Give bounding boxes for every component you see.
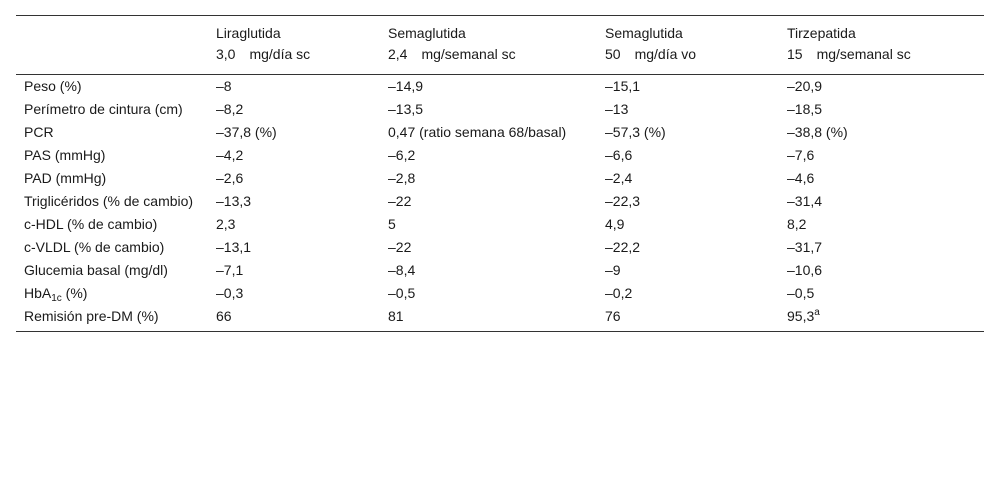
cell-value: –2,6	[216, 170, 244, 186]
row-label: Remisión pre-DM (%)	[16, 305, 216, 332]
table-row	[16, 167, 984, 190]
cell-value: –4,6	[787, 170, 815, 186]
cell-value: –0,2	[605, 285, 633, 301]
cell-value: 0,47 (ratio semana 68/basal)	[388, 124, 567, 140]
cell-value: 2,3	[216, 216, 236, 232]
cell-value: –20,9	[787, 78, 823, 94]
table-row	[16, 282, 984, 305]
cell-value: –18,5	[787, 101, 823, 117]
cell-value-main: 95,3	[787, 308, 815, 324]
row-label: PAD (mmHg)	[24, 170, 107, 186]
cell-value: 81	[388, 305, 605, 332]
row-label: Peso (%)	[24, 78, 82, 94]
row-label: PAS (mmHg)	[24, 147, 106, 163]
cell-value: –0,3	[216, 285, 244, 301]
header-tirzepatida	[787, 16, 984, 75]
results-table	[16, 15, 984, 332]
footnote-marker: a	[814, 307, 820, 318]
cell-value: –22,2	[605, 239, 641, 255]
cell-value: –22,3	[605, 193, 641, 209]
cell-value: –0,5	[388, 285, 416, 301]
header-liraglutida	[216, 16, 388, 75]
row-label-tail: (%)	[61, 285, 88, 301]
cell-value: 8,2	[787, 216, 807, 232]
cell-value: –8	[216, 78, 232, 94]
cell-value: –7,1	[216, 262, 244, 278]
table-row	[16, 98, 984, 121]
dose-value: 50	[605, 46, 621, 62]
cell-value: –22	[388, 193, 412, 209]
table-row	[16, 236, 984, 259]
row-label: Glucemia basal (mg/dl)	[24, 262, 168, 278]
cell-value: 4,9	[605, 216, 625, 232]
cell-value: –9	[605, 262, 621, 278]
table-row	[16, 121, 984, 144]
header-drug-name: Tirzepatida	[787, 25, 856, 41]
cell-value	[787, 305, 984, 332]
header-dose	[216, 44, 388, 65]
table-row	[16, 213, 984, 236]
cell-value: 76	[605, 305, 787, 332]
dose-value: 15	[787, 46, 803, 62]
cell-value: –22	[388, 239, 412, 255]
row-label: c-HDL (% de cambio)	[24, 216, 158, 232]
dose-value: 2,4	[388, 46, 408, 62]
results-table-container	[16, 15, 984, 332]
cell-value: –31,4	[787, 193, 823, 209]
cell-value: –0,5	[787, 285, 815, 301]
header-drug-name: Semaglutida	[605, 25, 683, 41]
dose-unit: mg/día sc	[249, 46, 311, 62]
cell-value: –7,6	[787, 147, 815, 163]
table-header	[16, 16, 984, 75]
header-semaglutida-vo	[605, 16, 787, 75]
header-dose	[605, 44, 787, 65]
header-dose	[388, 44, 605, 65]
header-row	[16, 16, 984, 75]
dose-unit: mg/día vo	[634, 46, 697, 62]
header-dose	[787, 44, 984, 65]
header-empty-cell	[16, 16, 216, 75]
table-row	[16, 75, 984, 99]
header-drug-name: Semaglutida	[388, 25, 466, 41]
dose-value: 3,0	[216, 46, 236, 62]
cell-value: –4,2	[216, 147, 244, 163]
cell-value: –10,6	[787, 262, 823, 278]
cell-value: 66	[216, 305, 388, 332]
table-row	[16, 144, 984, 167]
row-label-main: HbA	[24, 285, 52, 301]
cell-value: –13,5	[388, 101, 424, 117]
cell-value: –13,3	[216, 193, 252, 209]
table-row	[16, 190, 984, 213]
dose-unit: mg/semanal sc	[816, 46, 911, 62]
cell-value: 5	[388, 216, 396, 232]
cell-value: –6,6	[605, 147, 633, 163]
table-row	[16, 305, 984, 332]
cell-value: –2,4	[605, 170, 633, 186]
cell-value: –8,4	[388, 262, 416, 278]
table-row	[16, 259, 984, 282]
header-drug-name: Liraglutida	[216, 25, 281, 41]
table-body	[16, 75, 984, 332]
dose-unit: mg/semanal sc	[421, 46, 516, 62]
cell-value: –31,7	[787, 239, 823, 255]
cell-value: –14,9	[388, 78, 424, 94]
cell-value: –13	[605, 101, 629, 117]
row-label: PCR	[24, 124, 54, 140]
cell-value: –13,1	[216, 239, 252, 255]
cell-value: –15,1	[605, 78, 641, 94]
cell-value: –37,8 (%)	[216, 124, 277, 140]
cell-value: –6,2	[388, 147, 416, 163]
cell-value: –38,8 (%)	[787, 124, 848, 140]
row-label	[16, 282, 216, 305]
row-label-subscript: 1c	[51, 293, 62, 304]
cell-value: –8,2	[216, 101, 244, 117]
header-semaglutida-sc	[388, 16, 605, 75]
cell-value: –57,3 (%)	[605, 124, 666, 140]
row-label: c-VLDL (% de cambio)	[24, 239, 165, 255]
cell-value: –2,8	[388, 170, 416, 186]
row-label: Perímetro de cintura (cm)	[24, 101, 183, 117]
row-label: Triglicéridos (% de cambio)	[24, 193, 194, 209]
